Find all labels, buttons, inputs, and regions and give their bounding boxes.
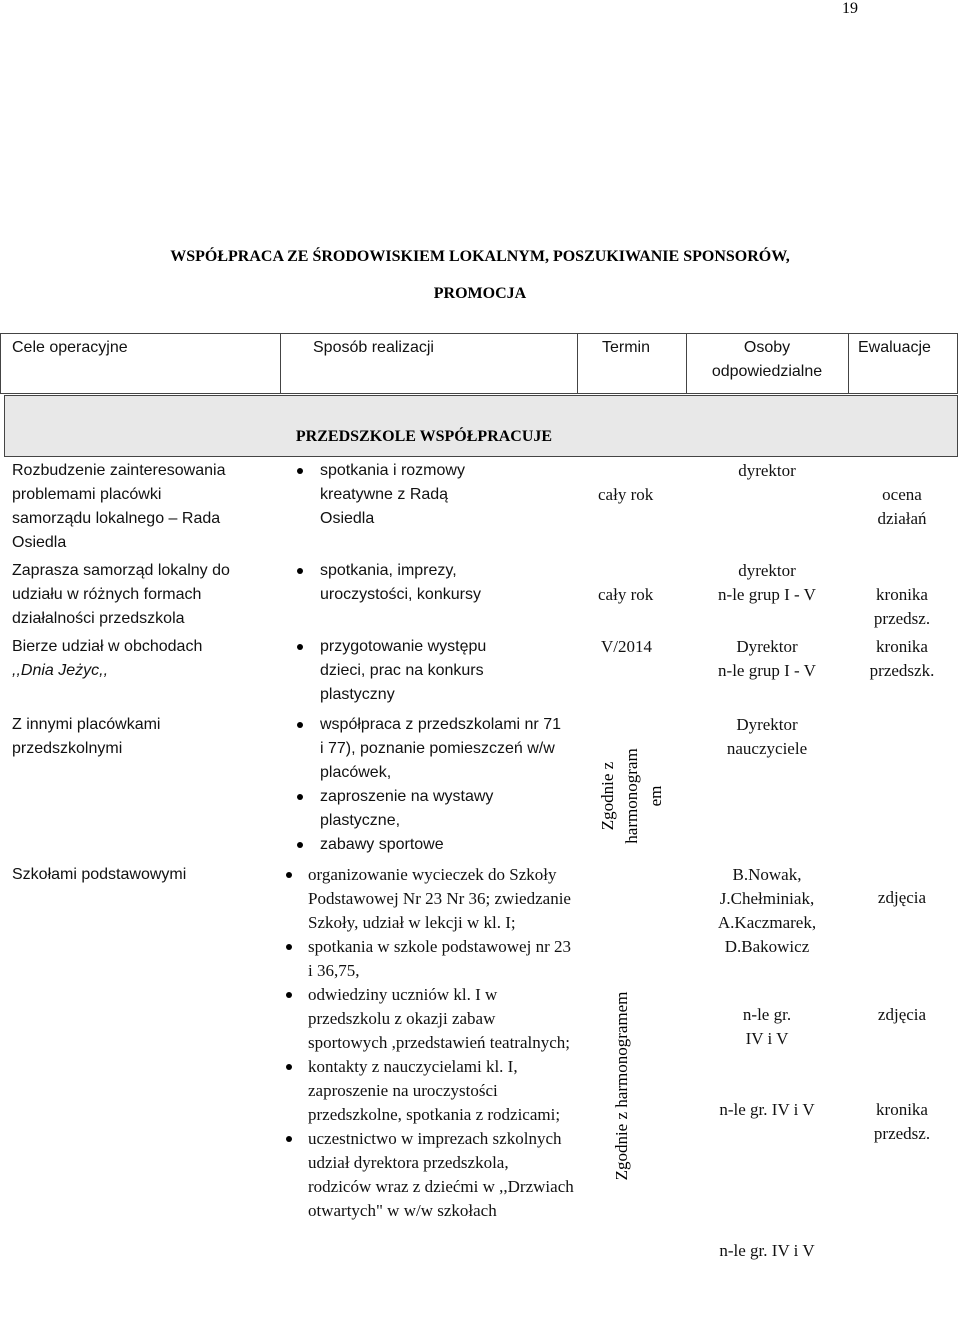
row5-eval-a: zdjęcia [877,888,927,907]
row3-goal: Bierze udział w obchodach ,,Dnia Jeżyc,, [12,638,203,679]
row2-term: cały rok [598,585,654,604]
header-term: Termin [602,339,651,356]
row5-persons-a: B.Nowak, J.Chełminiak, A.Kaczmarek, D.Bakowicz [717,865,817,956]
header-eval: Ewaluacje [858,339,931,356]
row5-method: organizowanie wycieczek do Szkoły Podstawowej Nr 23 Nr 36; zwiedzanie Szkoły, udział w lekcji w kl. I; spotkania w szkole podstawowej nr 23 i 36,75, odwiedziny uczniów kl. I w przedszkolu z okazji zabaw sportowych ,przedstawień teatralnych; kontakty z nauczycielami kl. I, zaproszenie na uroczystości przedszkolne, spotkania z rodzicami; uczestnictwo w imprezach szkolnych udział dyrektora przedszkola, rodziców wraz z dziećmi w ,,Drzwiach otwartych" w w/w szkołach [286,863,576,1223]
row3-persons: Dyrektor n-le grup I - V [718,637,816,680]
row4-term-vertical: Zgodnie z harmonogram em [598,748,665,844]
row5-term-vertical: Zgodnie z harmonogramem [612,991,631,1181]
header-persons: Osoby odpowiedzialne [711,339,823,380]
section-title-line1: WSPÓŁPRACA ZE ŚRODOWISKIEM LOKALNYM, POSZUKIWANIE SPONSORÓW, [170,248,790,265]
row3-method: przygotowanie występu dzieci, prac na konkurs plastyczny [286,635,526,707]
row4-persons: Dyrektor nauczyciele [726,715,808,758]
header-goals: Cele operacyjne [12,339,128,356]
page-number: 19 [842,0,858,17]
row2-method: spotkania, imprezy, uroczystości, konkursy [286,559,526,607]
row1-goal: Rozbudzenie zainteresowania problemami placówki samorządu lokalnego – Rada Osiedla [12,462,226,551]
row5-goal: Szkołami podstawowymi [12,866,187,883]
header-method: Sposób realizacji [313,339,434,356]
row2-goal: Zaprasza samorząd lokalny do udziału w różnych formach działalności przedszkola [12,562,230,627]
row1-term: cały rok [598,485,654,504]
row5-persons-b: n-le gr. IV i V [742,1005,792,1048]
row3-eval: kronika przedszk. [869,637,935,680]
section-title-line2: PROMOCJA [433,285,527,302]
row5-persons-c: n-le gr. IV i V [719,1100,815,1119]
row5-persons-d: n-le gr. IV i V [719,1241,815,1260]
row1-method: spotkania i rozmowy kreatywne z Radą Osiedla [286,459,496,531]
section-band-label: PRZEDSZKOLE WSPÓŁPRACUJE [295,428,553,445]
row1-eval: ocena działań [877,485,927,528]
row4-method: współpraca z przedszkolami nr 71 i 77), poznanie pomieszczeń w/w placówek, zaproszenie na wystawy plastyczne, zabawy sportowe [286,713,568,857]
row2-eval: kronika przedsz. [873,585,931,628]
row3-term: V/2014 [601,637,652,656]
row4-goal: Z innymi placówkami przedszkolnymi [12,716,161,757]
row5-eval-b: zdjęcia [877,1005,927,1024]
row5-eval-c: kronika przedsz. [873,1100,931,1143]
row1-persons: dyrektor [738,461,796,480]
row2-persons: dyrektor n-le grup I - V [718,561,816,604]
